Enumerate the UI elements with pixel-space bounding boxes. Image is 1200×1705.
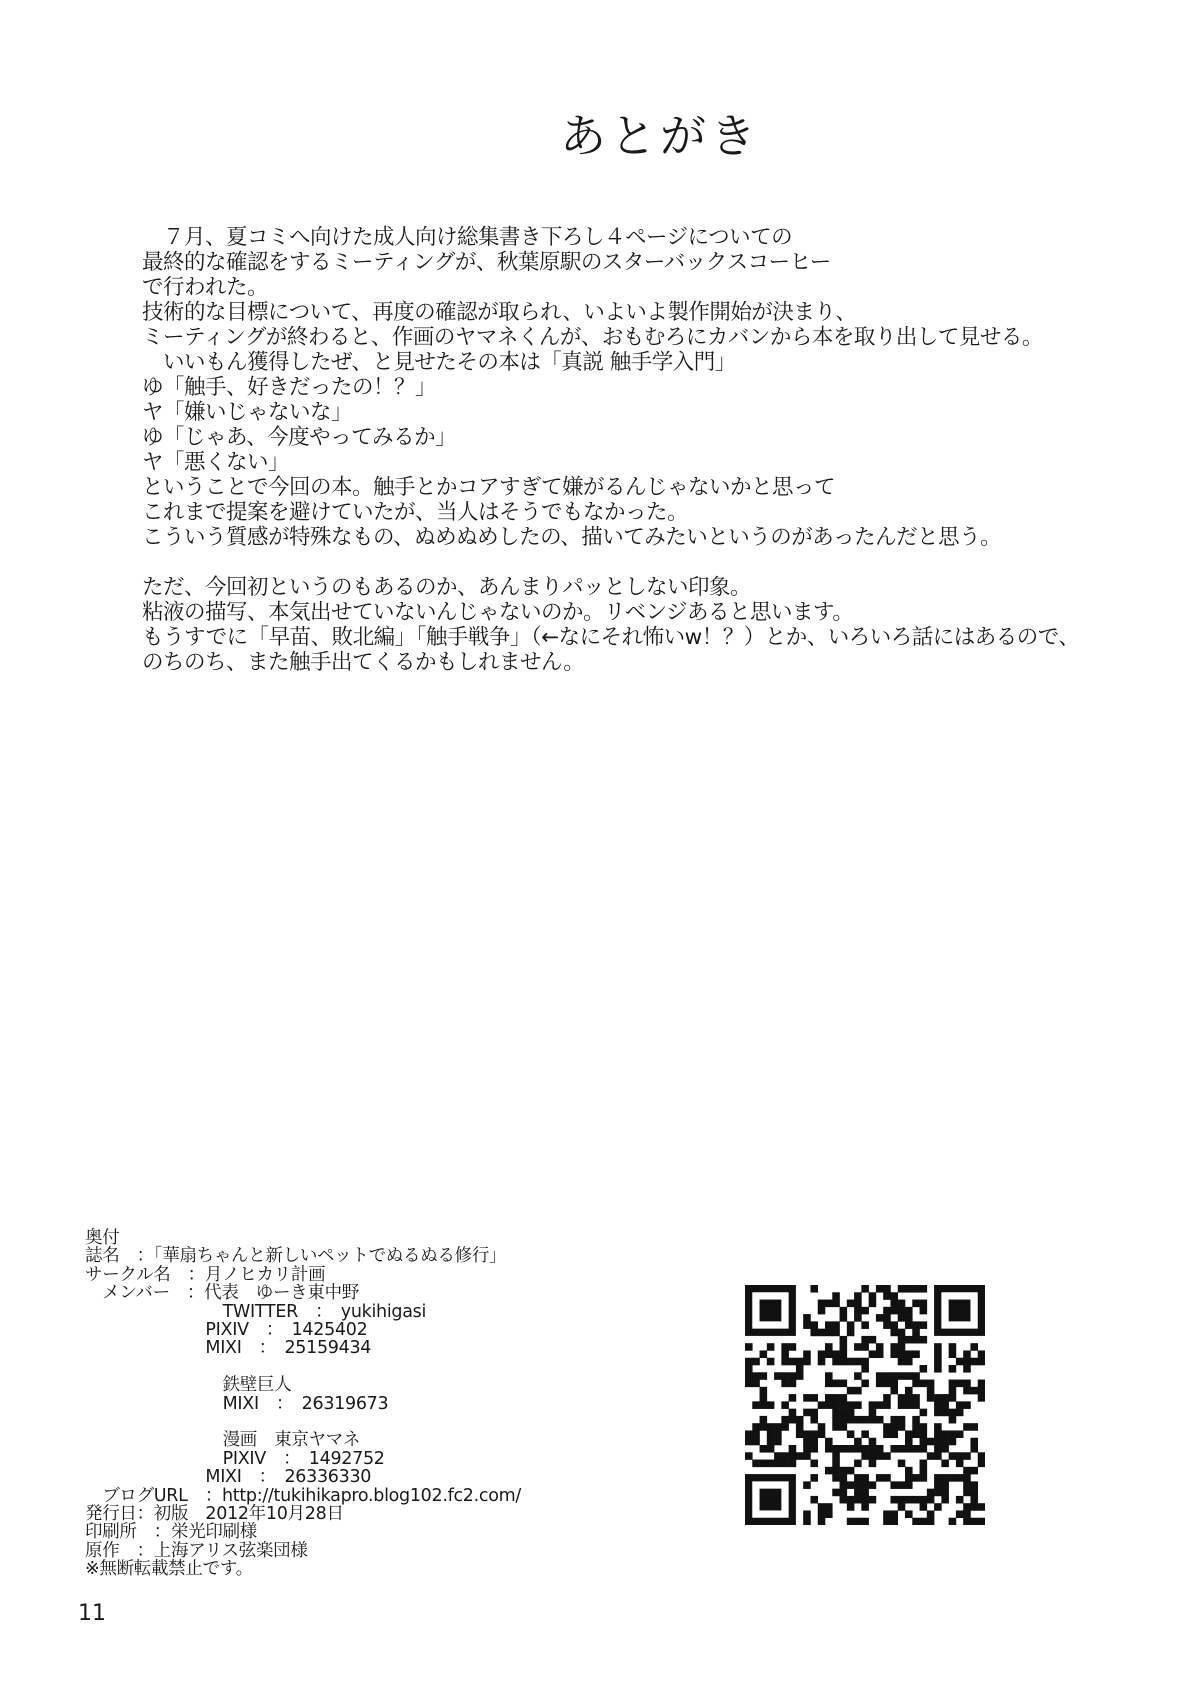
colophon-row: MIXI ： 26336330 bbox=[85, 1467, 372, 1488]
body-line: ということで今回の本。触手とかコアすぎて嫌がるんじゃないかと思って bbox=[142, 475, 836, 500]
colophon-row: 誌名 ：「華扇ちゃんと新しいペットでぬるぬる修行」 bbox=[85, 1246, 507, 1267]
colophon-row: PIXIV ： 1492752 bbox=[85, 1448, 385, 1469]
body-line: ただ、今回初というのもあるのか、あんまりパッとしない印象。 bbox=[142, 575, 752, 600]
colophon bbox=[85, 1229, 645, 1579]
body-line: 技術的な目標について、再度の確認が取られ、いよいよ製作開始が決まり、 bbox=[142, 300, 857, 325]
body-line: ヤ「悪くない」 bbox=[142, 450, 290, 475]
body-line: ゆ「触手、好きだったの！？」 bbox=[142, 375, 437, 400]
body-line: 最終的な確認をするミーティングが、秋葉原駅のスターバックスコーヒー bbox=[142, 250, 831, 275]
colophon-row: 奥付 bbox=[85, 1228, 120, 1248]
page-number: 11 bbox=[78, 1601, 106, 1626]
colophon-row bbox=[85, 1413, 645, 1431]
page-title: あとがき bbox=[560, 109, 760, 163]
colophon-row bbox=[85, 1358, 645, 1376]
body-line: ７月、夏コミへ向けた成人向け総集書き下ろし４ページについての bbox=[142, 225, 793, 250]
body-line: ミーティングが終わると、作画のヤマネくんが、おもむろにカバンから本を取り出して見せる。 bbox=[142, 325, 1043, 350]
colophon-row: メンバー ：代表 ゆーき東中野 bbox=[85, 1283, 359, 1304]
colophon-row: MIXI ： 25159434 bbox=[85, 1338, 372, 1359]
colophon-row: ブログURL ：http://tukihikapro.blog102.fc2.com/ bbox=[85, 1485, 521, 1506]
colophon-row: 鉄壁巨人 bbox=[85, 1375, 292, 1396]
body-line: もうすでに「早苗、敗北編」「触手戦争」（←なにそれ怖いw！？）とか、いろいろ話にはあるので、 bbox=[142, 625, 1080, 650]
colophon-row: PIXIV ： 1425402 bbox=[85, 1320, 368, 1341]
colophon-row: MIXI ： 26319673 bbox=[85, 1393, 389, 1414]
body-line: これまで提案を避けていたが、当人はそうでもなかった。 bbox=[142, 500, 689, 525]
body-line: ヤ「嫌いじゃないな」 bbox=[142, 400, 353, 425]
body-line: いいもん獲得したぜ、と見せたその本は「真説 触手学入門」 bbox=[142, 350, 736, 375]
colophon-row: 漫画 東京ヤマネ bbox=[85, 1430, 361, 1451]
paragraph-gap bbox=[142, 550, 1102, 575]
body-line: のちのち、また触手出てくるかもしれません。 bbox=[142, 650, 585, 675]
body-line: で行われた。 bbox=[142, 275, 269, 300]
body-line: ゆ「じゃあ、今度やってみるか」 bbox=[142, 425, 457, 450]
colophon-row: 発行日：初版 2012年10月28日 bbox=[85, 1504, 344, 1525]
qr-code-icon bbox=[745, 1285, 985, 1525]
afterword-body bbox=[142, 225, 1102, 675]
colophon-row: ※無断転載禁止です。 bbox=[85, 1559, 253, 1580]
colophon-row: 原作 ：上海アリス弦楽団様 bbox=[85, 1540, 308, 1561]
body-line: こういう質感が特殊なもの、ぬめぬめしたの、描いてみたいというのがあったんだと思う。 bbox=[142, 525, 1002, 550]
colophon-row: 印刷所 ：栄光印刷様 bbox=[85, 1522, 257, 1543]
colophon-row: TWITTER ： yukihigasi bbox=[85, 1301, 427, 1322]
body-line: 粘液の描写、本気出せていないんじゃないのか。リベンジあると思います。 bbox=[142, 600, 854, 625]
colophon-row: サークル名 ：月ノヒカリ計画 bbox=[85, 1264, 326, 1285]
